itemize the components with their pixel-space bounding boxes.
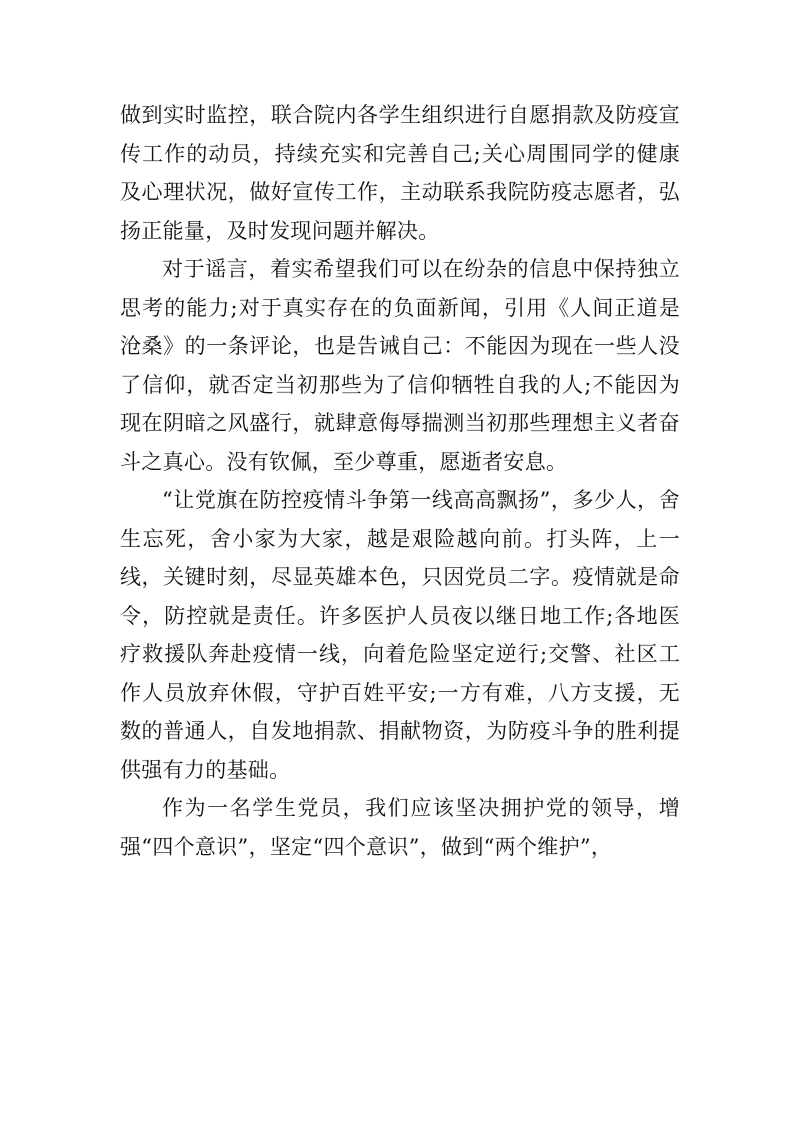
document-body [120, 96, 680, 866]
paragraph-student-party-member: 作为一名学生党员，我们应该坚决拥护党的领导，增强“四个意识”，坚定“四个意识”，做到“两个维护”， [120, 796, 680, 859]
paragraph-rumors: 对于谣言，着实希望我们可以在纷杂的信息中保持独立思考的能力;对于真实存在的负面新闻，引用《人间正道是沧桑》的一条评论，也是告诫自己：不能因为现在一些人没了信仰，就否定当初那些为了信仰牺牲自我的人;不能因为现在阴暗之风盛行，就肆意侮辱揣测当初那些理想主义者奋斗之真心。没有钦佩，至少尊重，愿逝者安息。 [120, 257, 680, 474]
paragraph-party-flag: “让党旗在防控疫情斗争第一线高高飘扬”，多少人，舍生忘死，舍小家为大家，越是艰险越向前。打头阵，上一线，关键时刻，尽显英雄本色，只因党员二字。疫情就是命令，防控就是责任。许多医护人员夜以继日地工作;各地医疗救援队奔赴疫情一线，向着危险坚定逆行;交警、社区工作人员放弃休假，守护百姓平安;一方有难，八方支援，无数的普通人，自发地捐款、捐献物资，为防疫斗争的胜利提供强有力的基础。 [120, 488, 680, 782]
paragraph-continuation: 做到实时监控，联合院内各学生组织进行自愿捐款及防疫宣传工作的动员，持续充实和完善自己;关心周围同学的健康及心理状况，做好宣传工作，主动联系我院防疫志愿者，弘扬正能量，及时发现问题并解决。 [120, 103, 680, 243]
